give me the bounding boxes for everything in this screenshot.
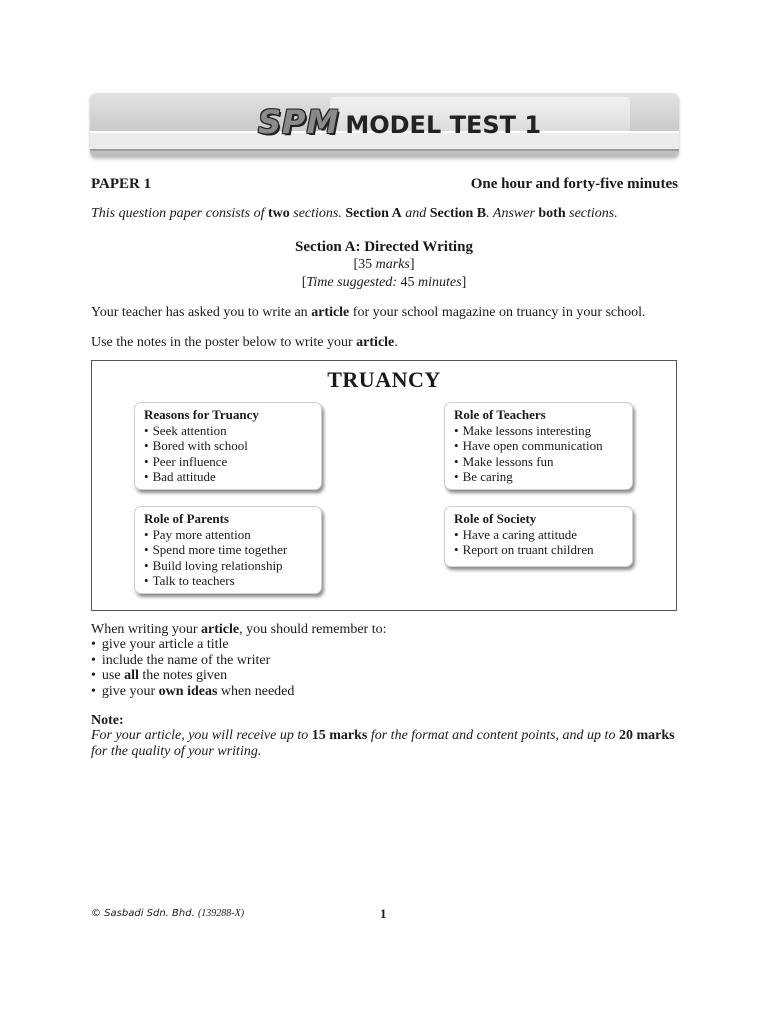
section-time — [0, 275, 768, 291]
card-item: • Pay more attention — [144, 527, 312, 543]
remember-text: use — [101, 668, 125, 684]
page-number: 1 — [380, 906, 387, 921]
spm-logo: SPM — [258, 103, 340, 141]
card-item: • Spend more time together — [144, 542, 312, 558]
publisher-reg: (139288-X) — [197, 908, 245, 919]
card-reasons-for-truancy — [134, 402, 322, 490]
card-item: • Be caring — [454, 469, 623, 485]
card-heading: Role of Teachers — [454, 407, 546, 422]
note-part: For your article, you will receive up to — [91, 728, 312, 743]
card-role-of-society — [444, 506, 633, 567]
note-part: for the format and content points, and up to — [367, 728, 619, 743]
duration-label: One hour and forty-five minutes — [470, 176, 678, 192]
card-heading: Role of Society — [454, 511, 537, 526]
task-bold: article — [356, 335, 395, 350]
marks-word: marks — [375, 257, 410, 272]
instr-bold: Section A — [345, 206, 402, 221]
instr-text: and — [401, 206, 430, 221]
note-part: for the quality of your writing. — [91, 744, 262, 759]
remember-text: the notes given — [138, 668, 228, 684]
card-item: • Have open communication — [454, 438, 623, 454]
task-line-2 — [91, 335, 398, 351]
instr-bold: Section B — [429, 206, 487, 221]
card-heading: Reasons for Truancy — [144, 407, 259, 422]
marks-text: [35 — [353, 257, 376, 272]
publisher-name: © Sasbadi Sdn. Bhd. — [91, 908, 198, 919]
time-word: Time suggested: — [306, 275, 398, 290]
note-bold: 20 marks — [618, 728, 675, 743]
paper-label: PAPER 1 — [91, 176, 152, 192]
remember-item: • include the name of the writer — [91, 653, 387, 668]
card-role-of-parents — [134, 506, 322, 594]
remember-text: , you should remember to: — [239, 622, 387, 637]
model-test-title: MODEL TEST 1 — [345, 111, 542, 139]
task-line-1 — [91, 305, 646, 321]
banner-title — [258, 100, 541, 144]
card-item: • Report on truant children — [454, 542, 623, 558]
task-text: Use the notes in the poster below to write your — [91, 335, 357, 350]
card-item: • Build loving relationship — [144, 558, 312, 574]
card-item: • Talk to teachers — [144, 573, 312, 589]
note-heading: Note: — [91, 713, 124, 728]
section-marks — [0, 257, 768, 273]
instr-text: sections. — [565, 206, 618, 221]
card-role-of-teachers — [444, 402, 633, 490]
instr-text: . Answer — [486, 206, 539, 221]
section-title: Section A: Directed Writing — [295, 239, 473, 255]
card-item: • Bored with school — [144, 438, 312, 454]
remember-text: give your — [101, 683, 159, 699]
remember-item — [91, 684, 387, 699]
note-text — [91, 728, 681, 760]
time-text: ] — [461, 275, 467, 290]
instructions — [91, 206, 618, 222]
instr-bold: two — [267, 206, 290, 221]
task-text: Your teacher has asked you to write an — [91, 305, 312, 320]
truancy-poster — [91, 360, 677, 611]
card-item: • Seek attention — [144, 423, 312, 439]
remember-text: When writing your — [91, 622, 202, 637]
time-value: 45 — [397, 275, 419, 290]
remember-intro — [91, 622, 387, 637]
card-item: • Have a caring attitude — [454, 527, 623, 543]
remember-section — [91, 622, 387, 699]
instr-text: sections. — [289, 206, 346, 221]
remember-text: when needed — [217, 683, 295, 699]
task-text: for your school magazine on truancy in your school. — [349, 305, 646, 320]
note-bold: 15 marks — [311, 728, 368, 743]
remember-bold: all — [124, 668, 139, 684]
card-item: • Make lessons interesting — [454, 423, 623, 439]
marks-text: ] — [409, 257, 415, 272]
remember-bold: own ideas — [158, 683, 218, 699]
time-unit: minutes — [418, 275, 462, 290]
time-text: [ — [301, 275, 307, 290]
task-bold: article — [311, 305, 350, 320]
card-item: • Make lessons fun — [454, 454, 623, 470]
remember-item: • give your article a title — [91, 637, 387, 652]
card-item: • Peer influence — [144, 454, 312, 470]
remember-bold: article — [201, 622, 240, 637]
instr-text: This question paper consists of — [91, 206, 268, 221]
card-item: • Bad attitude — [144, 469, 312, 485]
task-text: . — [394, 335, 398, 350]
poster-title: TRUANCY — [327, 367, 441, 392]
card-heading: Role of Parents — [144, 511, 229, 526]
footer-publisher — [91, 908, 244, 919]
remember-item — [91, 668, 387, 683]
instr-bold: both — [538, 206, 566, 221]
